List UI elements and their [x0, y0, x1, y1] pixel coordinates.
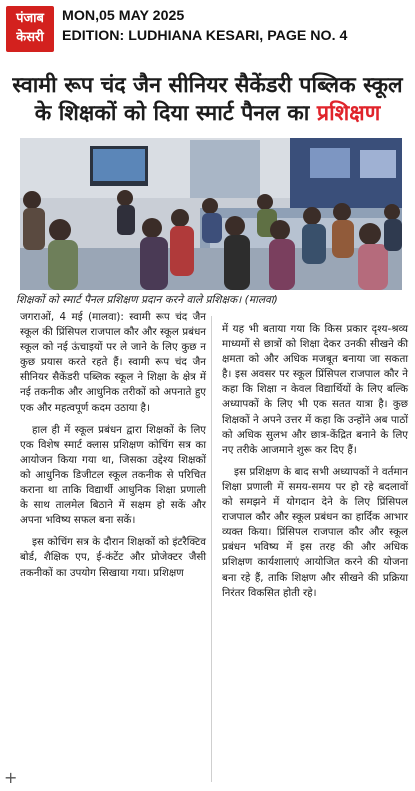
article-column-right — [222, 322, 408, 601]
article-paragraph: में यह भी बताया गया कि किस प्रकार दृश्य-श्रव्य माध्यमों से छात्रों को शिक्षा देकर उनकी सीखने की क्षमता को और अधिक मजबूत बनाया जा सकता है। इस अवसर पर स्कूल प्रिंसिपल राजपाल कौर ने कहा कि शिक्षा न केवल विद्यार्थियों के लिए बल्कि अध्यापकों के लिए भी एक सतत यात्रा है। कुछ शिक्षकों ने अपने उत्तर में कहा कि उन्होंने अब पाठों को अधिक सुलभ और छात्र-केंद्रित बनाने के लिए नए तरीके आजमाने शुरू कर दिए हैं। — [222, 323, 408, 456]
photo-caption: शिक्षकों को स्मार्ट पैनल प्रशिक्षण प्रदान करने वाले प्रशिक्षक। (मालवा) — [16, 294, 278, 306]
headline-line-2 — [0, 100, 415, 128]
article-paragraph: जगराओं, 4 मई (मालवा): स्वामी रूप चंद जैन स्कूल की प्रिंसिपल राजपाल कौर और स्कूल प्रबंधन स्कूल को नई ऊंचाइयों पर ले जाने के लिए कुछ न कुछ प्रयास करते रहते हैं। स्वामी रूप चंद जैन सीनियर सैकेंडरी पब्लिक स्कूल ने शिक्षा के क्षेत्र में नई तकनीक और आधुनिक तरीकों को अपनाते हुए एक और महत्वपूर्ण कदम उठाया है। — [20, 311, 206, 414]
headline-highlight: प्रशिक्षण — [316, 101, 381, 126]
training-photo — [20, 138, 402, 290]
edition-info — [62, 6, 347, 46]
logo-line-1: पंजाब — [16, 11, 44, 26]
article-column-left — [20, 310, 206, 581]
article-paragraph: इस कोचिंग सत्र के दौरान शिक्षकों को इंटरैक्टिव बोर्ड, शैक्षिक एप, ई-कंटेंट और प्रोजेक्टर जैसी तकनीकों का उपयोग सिखाया गया। प्रशिक्षण — [20, 536, 206, 579]
article-paragraph: हाल ही में स्कूल प्रबंधन द्वारा शिक्षकों के लिए एक विशेष स्मार्ट क्लास प्रशिक्षण कोचिंग सत्र का आयोजन किया गया था, जिसका उद्देश्य शिक्षकों को आधुनिक डिजीटल स्कूल तकनीक से परिचित कराना था ताकि विद्यार्थी आधुनिक शिक्षा प्रणाली के साथ तालमेल बिठाने में सक्षम हो सकें और अपना भविष्य सफल बना सकें। — [20, 423, 206, 527]
masthead — [0, 0, 415, 58]
edition-line: EDITION: LUDHIANA KESARI, PAGE NO. 4 — [62, 28, 348, 44]
article-headline — [0, 72, 415, 128]
publication-date: MON,05 MAY 2025 — [62, 8, 185, 24]
headline-line-1: स्वामी रूप चंद जैन सीनियर सैकेंडरी पब्लिक स्कूल — [12, 73, 403, 98]
logo-line-2: केसरी — [16, 30, 44, 45]
punjab-kesari-logo — [6, 6, 54, 52]
headline-line-2-text: के शिक्षकों को दिया स्मार्ट पैनल का — [34, 101, 317, 126]
classroom-illustration — [20, 138, 402, 290]
plus-icon[interactable]: + — [4, 768, 18, 787]
article-paragraph: इस प्रशिक्षण के बाद सभी अध्यापकों ने वर्तमान शिक्षा प्रणाली में समय-समय पर हो रहे बदलावों को समझने में योगदान देने के लिए प्रिंसिपल राजपाल कौर और स्कूल प्रबंधन का हार्दिक आभार व्यक्त किया। प्रिंसिपल राजपाल कौर और स्कूल प्रबंधन भविष्य में इस तरह की और अधिक प्रशिक्षण कार्यशालाएं आयोजित करने की योजना बना रहे हैं, ताकि शिक्षण और सीखने की प्रक्रिया निरंतर विकसित होती रहे। — [222, 465, 408, 599]
column-divider — [211, 316, 212, 782]
